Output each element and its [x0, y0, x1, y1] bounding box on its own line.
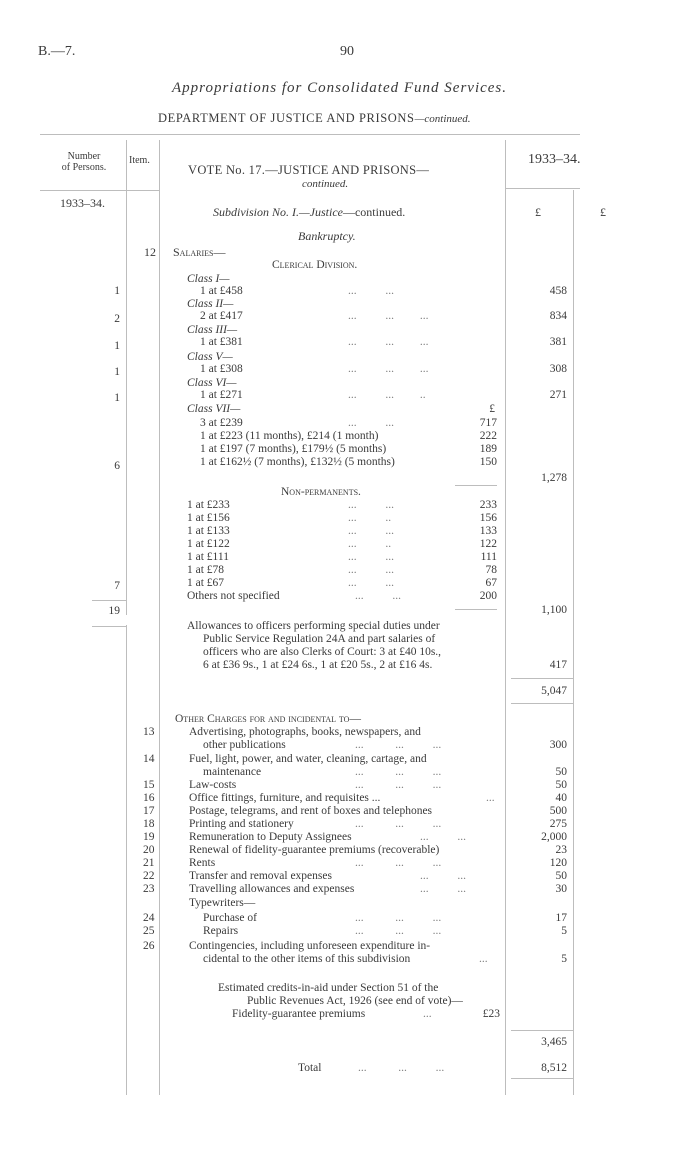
credits-line-1: Estimated credits-in-aid under Section 51 of the	[218, 982, 439, 994]
page-number: 90	[340, 44, 354, 59]
item-21-amount: 120	[549, 857, 567, 869]
dots: ... ... ...	[355, 766, 442, 778]
item-16-line: Office fittings, furniture, and requisites ...	[189, 792, 381, 804]
item-17-line: Postage, telegrams, and rent of boxes and telephones	[189, 805, 433, 817]
nonperm-amt-3: 133	[479, 525, 497, 537]
page-ref: B.—7.	[38, 44, 76, 59]
other-charges-label: Other Charges for and incidental to—	[175, 713, 361, 725]
dots: ... ... ..	[348, 389, 426, 401]
pound-col-1: £	[535, 205, 541, 219]
class-1-line: 1 at £458	[200, 285, 243, 297]
item-25-line: Repairs	[203, 925, 239, 937]
clerical-division: Clerical Division.	[272, 259, 358, 271]
item-16-no: 16	[143, 792, 155, 804]
credits-amount: £23	[482, 1008, 500, 1020]
dots: ... ...	[355, 590, 401, 602]
class-3-persons: 1	[114, 340, 120, 352]
class-2-label: Class II—	[187, 298, 234, 310]
class-7-line-2: 1 at £223 (11 months), £214 (1 month)	[200, 430, 379, 442]
item-19-line: Remuneration to Deputy Assignees	[189, 831, 352, 843]
item-26-no: 26	[143, 940, 155, 952]
item-14-amount: 50	[555, 766, 567, 778]
dots: ... ...	[420, 870, 466, 882]
class-7-amt-4: 150	[479, 456, 497, 468]
dots: ...	[423, 1008, 432, 1020]
salaries-subtotal: 5,047	[541, 685, 567, 697]
item-23-line: Travelling allowances and expenses	[189, 883, 355, 895]
dots: ... ...	[348, 417, 394, 429]
class-5-label: Class V—	[187, 351, 233, 363]
nonperm-line-6: 1 at £78	[187, 564, 225, 576]
item-19-no: 19	[143, 831, 155, 843]
allowances-line-4: 6 at £36 9s., 1 at £24 6s., 1 at £20 5s., 2 at £16 4s.	[203, 659, 433, 671]
class-7-amt-2: 222	[479, 430, 497, 442]
dots: ... ...	[348, 525, 394, 537]
subdivision-heading	[213, 205, 405, 220]
item-13-line-2: other publications	[203, 739, 286, 751]
dots: ... ... ...	[355, 925, 442, 937]
vote-continued: continued.	[302, 178, 349, 190]
item-18-line: Printing and stationery	[189, 818, 294, 830]
item-13-line-1: Advertising, photographs, books, newspapers, and	[189, 726, 421, 738]
persons-year: 1933–34.	[60, 196, 105, 210]
nonperm-amt-7: 67	[485, 577, 497, 589]
class-7-line-3: 1 at £197 (7 months), £179½ (5 months)	[200, 443, 387, 455]
total-persons: 19	[108, 605, 120, 617]
class-7-label: Class VII—	[187, 403, 241, 415]
class-7-line-1: 3 at £239	[200, 417, 243, 429]
nonperm-amt-5: 111	[480, 551, 497, 563]
dots: ... ... ...	[348, 336, 429, 348]
nonperm-line-7: 1 at £67	[187, 577, 225, 589]
item-17-no: 17	[143, 805, 155, 817]
item-25-amount: 5	[561, 925, 567, 937]
salaries-label: Salaries—	[173, 245, 226, 259]
vote-title: VOTE No. 17.—JUSTICE AND PRISONS—	[188, 163, 430, 177]
nonperm-line-8: Others not specified	[187, 590, 280, 602]
typewriters-label: Typewriters—	[189, 897, 256, 909]
class-7-amt-1: 717	[479, 417, 497, 429]
nonperm-line-1: 1 at £233	[187, 499, 230, 511]
nonperm-amt-6: 78	[485, 564, 497, 576]
dots: ... ... ...	[348, 363, 429, 375]
dots: ... ..	[348, 512, 392, 524]
class-7-total: 1,278	[541, 472, 567, 484]
col-number-line1: Number	[67, 151, 101, 162]
item-18-amount: 275	[549, 818, 567, 830]
item-20-no: 20	[143, 844, 155, 856]
class-5-persons: 1	[114, 366, 120, 378]
nonperm-line-5: 1 at £111	[187, 551, 229, 563]
col-item: Item.	[129, 155, 150, 166]
item-14-line-2: maintenance	[203, 766, 262, 778]
dots: ... ... ...	[355, 779, 442, 791]
col-number-line2: of Persons.	[61, 162, 107, 173]
item-23-amount: 30	[555, 883, 567, 895]
dots: ... ...	[348, 551, 394, 563]
class-5-line: 1 at £308	[200, 363, 243, 375]
class-2-persons: 2	[114, 313, 120, 325]
class-3-line: 1 at £381	[200, 336, 243, 348]
class-2-amount: 834	[549, 310, 567, 322]
item-25-no: 25	[143, 925, 155, 937]
item-22-no: 22	[143, 870, 155, 882]
item-13-amount: 300	[549, 739, 567, 751]
class-2-line: 2 at £417	[200, 310, 243, 322]
dots: ... ...	[348, 564, 394, 576]
item-12: 12	[144, 245, 156, 259]
total-label: Total	[298, 1062, 322, 1074]
item-21-line: Rents	[189, 857, 216, 869]
item-13-no: 13	[143, 726, 155, 738]
dots: ... ...	[348, 499, 394, 511]
col-year: 1933–34.	[528, 152, 581, 167]
dots: ... ... ...	[355, 857, 442, 869]
item-24-no: 24	[143, 912, 155, 924]
total-amount: 8,512	[541, 1062, 567, 1074]
subdivision-suffix: —continued.	[342, 205, 406, 219]
class-1-amount: 458	[549, 285, 567, 297]
class-7-persons: 6	[114, 460, 120, 472]
department-suffix: —continued.	[414, 113, 471, 125]
item-21-no: 21	[143, 857, 155, 869]
item-20-amount: 23	[555, 844, 567, 856]
department-name: DEPARTMENT OF JUSTICE AND PRISONS	[158, 111, 415, 125]
nonperm-amt-8: 200	[479, 590, 497, 602]
credits-line-3: Fidelity-guarantee premiums	[232, 1008, 366, 1020]
class-6-persons: 1	[114, 392, 120, 404]
item-22-amount: 50	[555, 870, 567, 882]
allowances-line-2: Public Service Regulation 24A and part salaries of	[203, 633, 436, 645]
item-24-line: Purchase of	[203, 912, 257, 924]
item-14-line-1: Fuel, light, power, and water, cleaning, cartage, and	[189, 753, 427, 765]
item-26-line-1: Contingencies, including unforeseen expenditure in-	[189, 940, 431, 952]
subdivision-label: Subdivision No. I.—Justice	[213, 205, 343, 219]
nonperm-amt-2: 156	[479, 512, 497, 524]
item-26-line-2: cidental to the other items of this subdivision	[203, 953, 411, 965]
nonperm-line-2: 1 at £156	[187, 512, 230, 524]
item-20-line: Renewal of fidelity-guarantee premiums (recoverable)	[189, 844, 440, 856]
allowances-line-3: officers who are also Clerks of Court: 3 at £40 10s.,	[203, 646, 442, 658]
item-14-no: 14	[143, 753, 155, 765]
class-3-amount: 381	[549, 336, 567, 348]
dots: ... ... ...	[348, 310, 429, 322]
nonperm-total: 1,100	[541, 604, 567, 616]
item-15-line: Law-costs	[189, 779, 237, 791]
nonperm-line-3: 1 at £133	[187, 525, 230, 537]
class-7-line-4: 1 at £162½ (7 months), £132½ (5 months)	[200, 456, 395, 468]
dots: ... ... ...	[355, 818, 442, 830]
allowances-line-1: Allowances to officers performing special duties under	[187, 620, 440, 632]
class-1-persons: 1	[114, 285, 120, 297]
pound-col-2: £	[600, 205, 606, 219]
credits-line-2: Public Revenues Act, 1926 (see end of vote)—	[247, 995, 463, 1007]
nonperm-amt-4: 122	[479, 538, 497, 550]
dots: ... ...	[420, 831, 466, 843]
dots: ... ...	[348, 285, 394, 297]
class-6-label: Class VI—	[187, 377, 237, 389]
item-26-amount: 5	[561, 953, 567, 965]
class-7-amt-3: 189	[479, 443, 497, 455]
item-19-amount: 2,000	[541, 831, 567, 843]
dots: ... ... ...	[355, 739, 442, 751]
allowances-amount: 417	[549, 659, 567, 671]
dots: ... ...	[420, 883, 466, 895]
item-16-amount: 40	[555, 792, 567, 804]
nonperm-label: Non-permanents.	[281, 486, 361, 498]
class-5-amount: 308	[549, 363, 567, 375]
dots: ...	[486, 792, 495, 804]
dots: ... ... ...	[355, 912, 442, 924]
nonperm-persons: 7	[114, 580, 120, 592]
dots: ... ...	[348, 577, 394, 589]
item-18-no: 18	[143, 818, 155, 830]
dots: ... ..	[348, 538, 392, 550]
item-15-amount: 50	[555, 779, 567, 791]
class-7-pound: £	[489, 403, 495, 415]
class-6-line: 1 at £271	[200, 389, 243, 401]
item-15-no: 15	[143, 779, 155, 791]
other-subtotal: 3,465	[541, 1036, 567, 1048]
item-17-amount: 500	[549, 805, 567, 817]
nonperm-amt-1: 233	[479, 499, 497, 511]
dots: ... ... ...	[358, 1062, 445, 1074]
nonperm-line-4: 1 at £122	[187, 538, 230, 550]
class-1-label: Class I—	[187, 273, 230, 285]
item-24-amount: 17	[555, 912, 567, 924]
department-heading	[158, 111, 471, 126]
col-number-of-persons	[44, 151, 124, 173]
section-bankruptcy: Bankruptcy.	[298, 229, 356, 243]
class-6-amount: 271	[549, 389, 567, 401]
dots: ...	[479, 953, 488, 965]
class-3-label: Class III—	[187, 324, 238, 336]
page-title: Appropriations for Consolidated Fund Services.	[172, 80, 508, 96]
item-23-no: 23	[143, 883, 155, 895]
item-22-line: Transfer and removal expenses	[189, 870, 332, 882]
